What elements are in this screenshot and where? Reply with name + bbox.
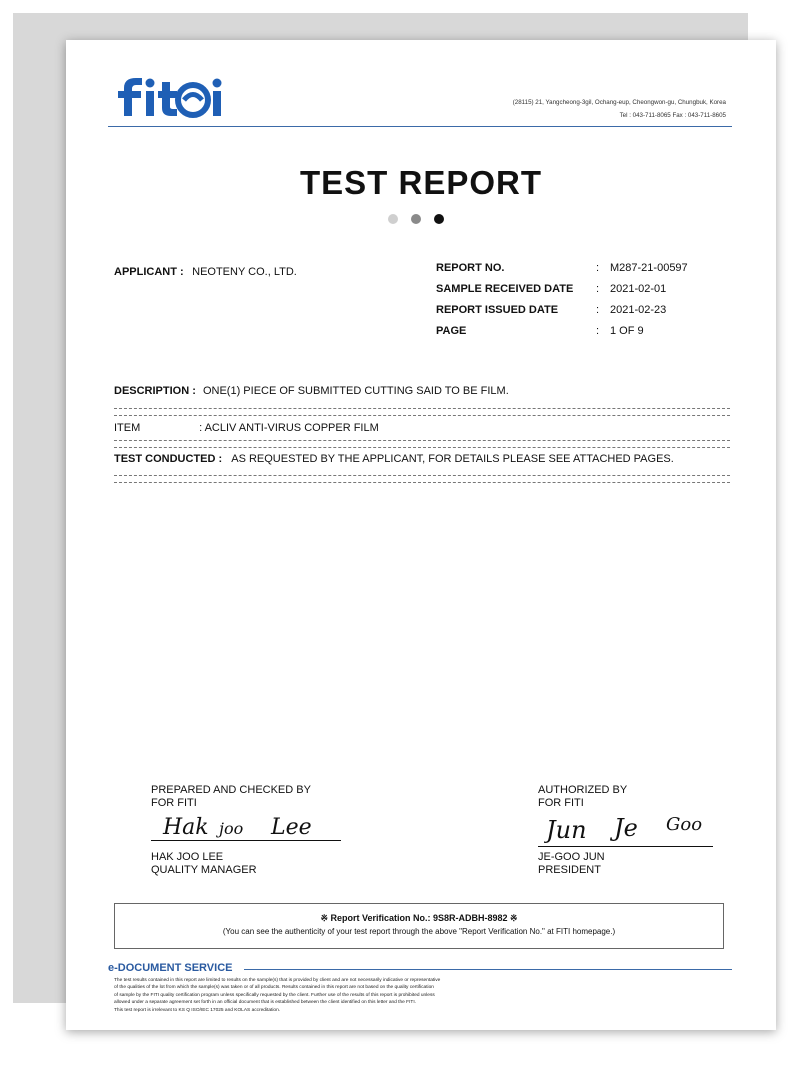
meta-key: SAMPLE RECEIVED DATE	[436, 283, 574, 295]
meta-value: M287-21-00597	[610, 262, 688, 274]
authorized-by-block	[538, 784, 627, 810]
verification-number: ※ Report Verification No.: 9S8R-ADBH-8982 ※	[320, 913, 518, 923]
company-contact: Tel : 043-711-8065 Fax : 043-711-8605	[619, 112, 726, 119]
verification-box	[114, 903, 724, 949]
meta-colon: :	[596, 283, 600, 295]
report-title: TEST REPORT	[299, 164, 543, 201]
authorized-signature	[544, 810, 724, 846]
meta-row-report-no	[436, 262, 688, 283]
item-label: ITEM	[114, 422, 141, 434]
item-row	[114, 422, 379, 434]
authorized-position: PRESIDENT	[538, 864, 601, 876]
meta-key: REPORT ISSUED DATE	[436, 304, 559, 316]
description-label: DESCRIPTION :	[114, 385, 196, 397]
header-divider	[108, 126, 732, 127]
authorized-org: FOR FITI	[538, 797, 584, 809]
authorized-name-block	[538, 851, 605, 877]
applicant-value: NEOTENY CO., LTD.	[192, 266, 297, 278]
svg-text:Goo: Goo	[666, 814, 703, 835]
verification-note: (You can see the authenticity of your test report through the above "Report Verification No." at FITI homepage.)	[222, 927, 616, 936]
e-document-title: e-DOCUMENT SERVICE	[108, 962, 233, 974]
meta-colon: :	[596, 325, 600, 337]
svg-text:Jun: Jun	[546, 816, 587, 844]
meta-value: 2021-02-23	[610, 304, 667, 316]
authorized-signature-line	[538, 846, 713, 847]
prepared-name: HAK JOO LEE	[151, 851, 224, 863]
dot-mid	[411, 214, 421, 224]
meta-key: PAGE	[436, 325, 467, 337]
meta-colon: :	[596, 304, 600, 316]
fine-print-line: allowed under a separate agreement set forth in an official document that is established between the client identified on this letter and the FITI.	[114, 1000, 417, 1006]
test-conducted-row	[114, 453, 674, 465]
meta-colon: :	[596, 262, 600, 274]
separator-line	[114, 408, 730, 416]
prepared-position: QUALITY MANAGER	[151, 864, 257, 876]
test-conducted-value: AS REQUESTED BY THE APPLICANT, FOR DETAILS PLEASE SEE ATTACHED PAGES.	[231, 453, 674, 465]
prepared-by-block	[151, 784, 311, 810]
meta-row-received	[436, 283, 688, 304]
description-value: ONE(1) PIECE OF SUBMITTED CUTTING SAID TO BE FILM.	[202, 385, 509, 397]
meta-value: 1 OF 9	[610, 325, 644, 337]
description-row	[114, 385, 509, 397]
fine-print-line: of the qualities of the lot from which the sample(s) was taken or of all products. Results contained in this report are not based on the quality certification	[114, 985, 434, 991]
meta-value: 2021-02-01	[610, 283, 667, 295]
test-conducted-label: TEST CONDUCTED :	[114, 453, 223, 465]
svg-text:joo: joo	[219, 819, 244, 838]
title-dots	[388, 214, 444, 224]
meta-row-issued	[436, 304, 688, 325]
report-meta-block	[436, 262, 688, 346]
meta-row-page	[436, 325, 688, 346]
prepared-title: PREPARED AND CHECKED BY	[151, 784, 311, 796]
prepared-org: FOR FITI	[151, 797, 197, 809]
header-address-block	[426, 96, 726, 122]
authorized-title: AUTHORIZED BY	[538, 784, 628, 796]
separator-line	[114, 440, 730, 448]
meta-key: REPORT NO.	[436, 262, 505, 274]
item-value: : ACLIV ANTI-VIRUS COPPER FILM	[199, 422, 379, 434]
dot-light	[388, 214, 398, 224]
dot-dark	[434, 214, 444, 224]
fine-print-line: This test report is irrelevant to KS Q ISO/IEC 17025 and KOLAS accreditation.	[114, 1007, 281, 1013]
e-document-divider	[244, 969, 732, 970]
fine-print-line: of sample by the FITI quality certification program unless specifically requested by the client. Further use of the results of this report is prohibited unless	[114, 992, 435, 998]
prepared-signature-line	[151, 840, 341, 841]
applicant-block	[114, 262, 297, 280]
svg-text:Hak: Hak	[163, 815, 209, 840]
fine-print-line: The test results contained in this report are limited to results on the sample(s) that is provided by client and are not necessarily indicative or representative	[114, 978, 441, 983]
svg-text:Je: Je	[614, 814, 638, 842]
fiti-logo	[114, 74, 226, 118]
e-document-fine-print	[114, 977, 614, 1014]
company-address: (28115) 21, Yangcheong-3gil, Ochang-eup, Cheongwon-gu, Chungbuk, Korea	[512, 99, 726, 106]
prepared-signature	[161, 810, 341, 842]
prepared-name-block	[151, 851, 257, 877]
separator-line	[114, 475, 730, 483]
applicant-label: APPLICANT :	[114, 266, 184, 278]
report-page	[66, 40, 776, 1030]
svg-text:Lee: Lee	[271, 815, 312, 840]
authorized-name: JE-GOO JUN	[538, 851, 605, 863]
